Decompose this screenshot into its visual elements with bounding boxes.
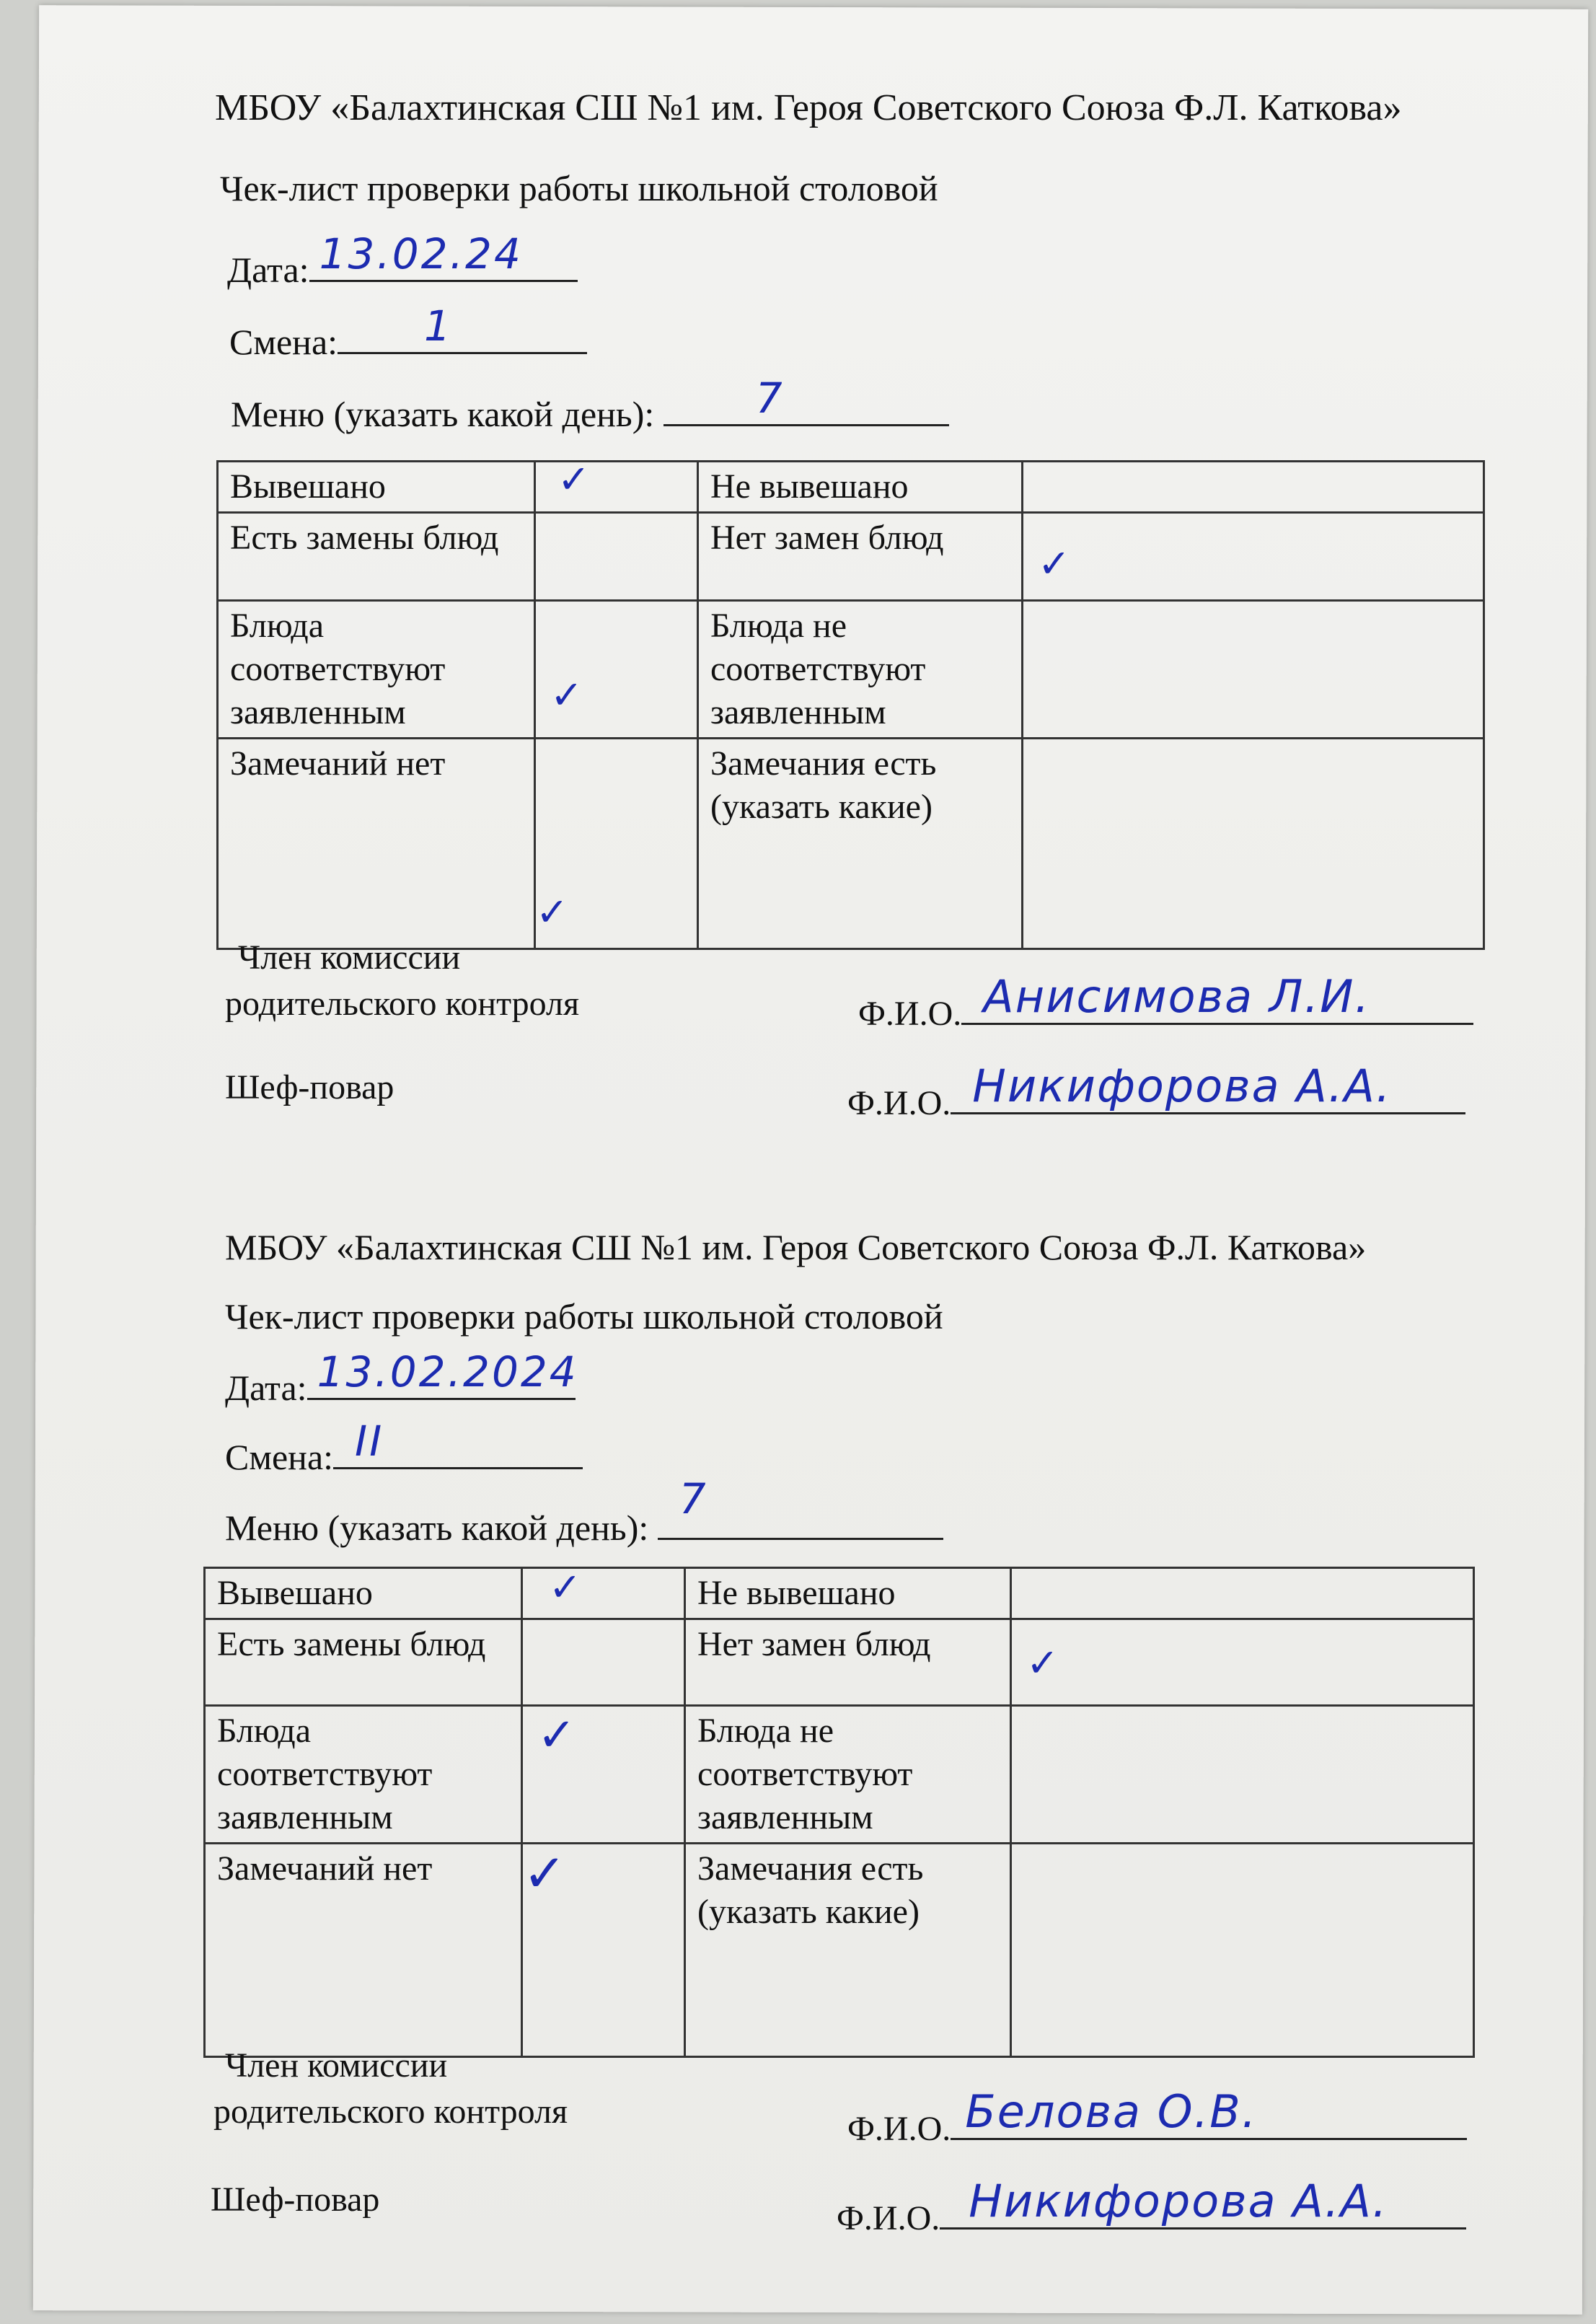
row-label: Замечаний нет [205, 1844, 522, 2057]
check-cell[interactable] [535, 457, 698, 513]
check-cell[interactable] [535, 601, 698, 739]
row-label: Замечания есть (указать какие) [685, 1844, 1011, 2057]
row-label: Нет замен блюд [698, 513, 1023, 601]
member-signature: Анисимова Л.И. [983, 970, 1371, 1023]
fio-label: Ф.И.О. [858, 995, 962, 1033]
check-cell[interactable] [1023, 739, 1484, 949]
member-label-2: родительского контроля [225, 985, 580, 1023]
chef-fio-row [837, 2175, 1466, 2238]
menu-field[interactable] [663, 374, 949, 426]
check-cell[interactable] [535, 739, 698, 949]
row-label: Замечаний нет [218, 739, 535, 949]
check-cell[interactable] [1011, 1568, 1474, 1619]
chef-signature: Никифорова А.А. [969, 2175, 1388, 2227]
menu-field[interactable] [658, 1474, 943, 1540]
check-cell[interactable] [1011, 1619, 1474, 1706]
school-name: МБОУ «Балахтинская СШ №1 им. Героя Советского Союза Ф.Л. Каткова» [225, 1227, 1367, 1267]
row-label: Вывешано [205, 1568, 522, 1619]
date-field[interactable] [307, 1347, 578, 1400]
chef-label: Шеф-повар [225, 1068, 394, 1106]
table-row [218, 739, 1484, 949]
table-row [205, 1619, 1474, 1706]
member-signature-field[interactable] [951, 2085, 1467, 2140]
date-row [225, 1347, 578, 1409]
table-row [205, 1568, 1474, 1619]
row-label: Блюда не соответствуют заявленным [698, 601, 1023, 739]
check-cell[interactable] [535, 513, 698, 601]
row-label: Не вывешано [698, 462, 1023, 513]
check-mark: ✓ [1038, 541, 1071, 586]
chef-signature-field[interactable] [951, 1060, 1465, 1114]
chef-fio-row [847, 1060, 1465, 1123]
row-label: Нет замен блюд [685, 1619, 1011, 1706]
check-cell[interactable] [522, 1844, 685, 2057]
shift-row [225, 1417, 583, 1478]
member-label: Член комиссии [238, 938, 461, 977]
check-mark: ✓ [550, 672, 583, 718]
shift-label: Смена: [229, 322, 338, 362]
row-label: Блюда соответствуют заявленным [205, 1706, 522, 1844]
row-label: Блюда не соответствуют заявленным [685, 1706, 1011, 1844]
shift-row [229, 301, 587, 363]
table-row [218, 601, 1484, 739]
shift-field[interactable] [338, 301, 587, 354]
table-row [218, 513, 1484, 601]
check-mark: ✓ [537, 1709, 576, 1762]
member-fio-row [847, 2085, 1467, 2149]
check-cell[interactable] [522, 1619, 685, 1706]
check-mark: ✓ [549, 1564, 582, 1610]
check-cell[interactable] [1023, 601, 1484, 739]
date-label: Дата: [225, 1368, 307, 1408]
fio-label: Ф.И.О. [837, 2199, 940, 2237]
shift-value: II [355, 1417, 384, 1466]
form-title: Чек-лист проверки работы школьной столовой [220, 168, 938, 208]
menu-value: 7 [755, 374, 785, 423]
checklist-table [216, 457, 1485, 950]
checklist-table [203, 1564, 1475, 2058]
check-mark: ✓ [557, 457, 591, 502]
check-cell[interactable] [1011, 1706, 1474, 1844]
date-row [227, 229, 578, 291]
member-signature-field[interactable] [961, 970, 1473, 1025]
check-mark: ✓ [536, 889, 569, 935]
check-cell[interactable] [1011, 1844, 1474, 2057]
shift-label: Смена: [225, 1437, 334, 1477]
table-row [205, 1844, 1474, 2057]
shift-field[interactable] [333, 1417, 583, 1469]
shift-value: 1 [424, 301, 453, 351]
date-label: Дата: [227, 250, 309, 290]
check-cell[interactable] [522, 1706, 685, 1844]
date-value: 13.02.24 [319, 229, 523, 278]
row-label: Вывешано [218, 462, 535, 513]
check-cell[interactable] [1023, 513, 1484, 601]
menu-label: Меню (указать какой день): [225, 1507, 649, 1548]
member-label: Член комиссии [225, 2046, 448, 2085]
chef-signature-field[interactable] [940, 2175, 1466, 2230]
member-fio-row [858, 970, 1473, 1034]
fio-label: Ф.И.О. [847, 2110, 951, 2148]
member-signature: Белова О.В. [965, 2085, 1258, 2138]
row-label: Блюда соответствуют заявленным [218, 601, 535, 739]
school-name: МБОУ «Балахтинская СШ №1 им. Героя Советского Союза Ф.Л. Каткова» [215, 87, 1402, 128]
menu-row [231, 374, 949, 435]
row-label: Есть замены блюд [205, 1619, 522, 1706]
menu-label: Меню (указать какой день): [231, 394, 655, 434]
chef-label: Шеф-повар [211, 2180, 380, 2219]
date-value: 13.02.2024 [317, 1347, 578, 1396]
check-mark: ✓ [1026, 1640, 1059, 1686]
form-title: Чек-лист проверки работы школьной столовой [225, 1296, 943, 1337]
row-label: Есть замены блюд [218, 513, 535, 601]
chef-signature: Никифорова А.А. [972, 1060, 1392, 1112]
check-mark: ✓ [523, 1843, 567, 1903]
row-label: Не вывешано [685, 1568, 1011, 1619]
table-row [218, 462, 1484, 513]
check-cell[interactable] [522, 1564, 685, 1619]
menu-value: 7 [679, 1474, 708, 1523]
fio-label: Ф.И.О. [847, 1084, 951, 1122]
member-label-2: родительского контроля [213, 2092, 568, 2131]
check-cell[interactable] [1023, 462, 1484, 513]
row-label: Замечания есть (указать какие) [698, 739, 1023, 949]
menu-row [225, 1474, 943, 1549]
date-field[interactable] [309, 229, 578, 282]
table-row [205, 1706, 1474, 1844]
